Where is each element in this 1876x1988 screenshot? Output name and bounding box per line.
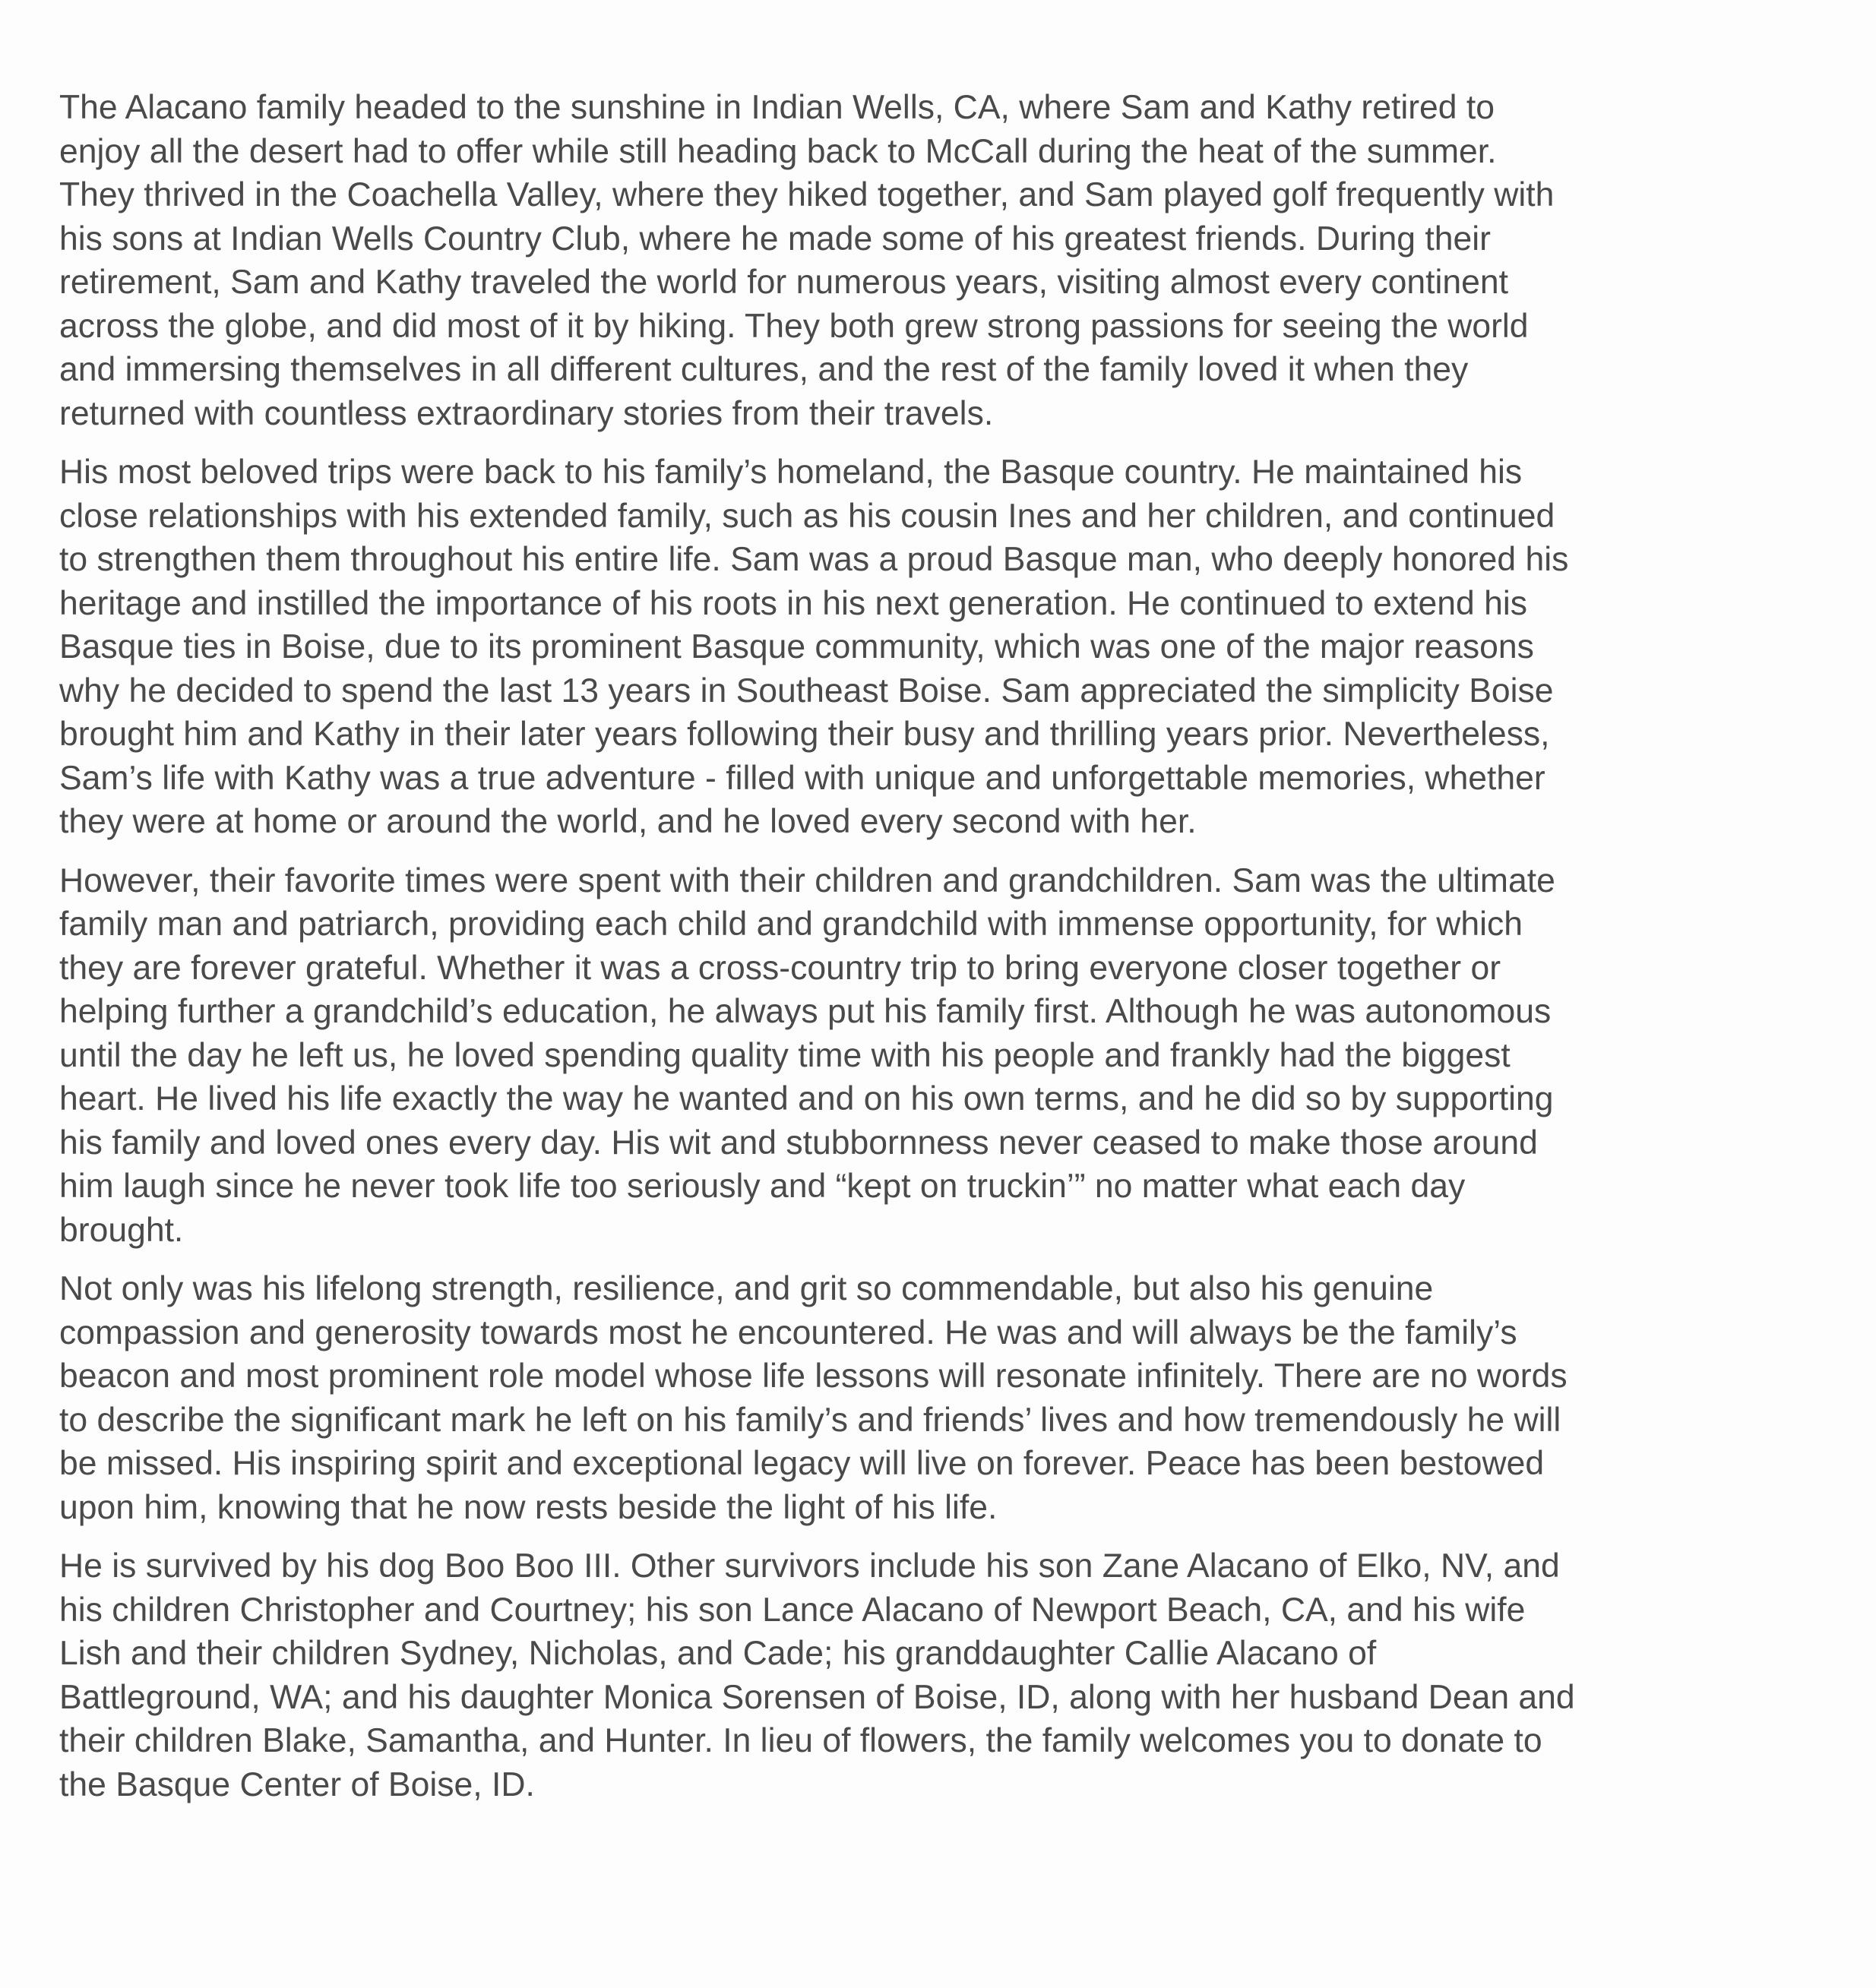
text-line: why he decided to spend the last 13 years in Southeast Boise. Sam appreciated the simplicity Boise [59,672,1554,710]
text-line: his family and loved ones every day. His wit and stubbornness never ceased to make those around [59,1124,1538,1162]
text-line: He is survived by his dog Boo Boo III. Other survivors include his son Zane Alacano of Elko, NV, and [59,1547,1560,1585]
text-line: and immersing themselves in all different cultures, and the rest of the family loved it when they [59,351,1469,388]
text-line: His most beloved trips were back to his family’s homeland, the Basque country. He maintained his [59,454,1523,491]
text-line: brought him and Kathy in their later years following their busy and thrilling years prior. Nevertheless, [59,716,1550,753]
text-line: Lish and their children Sydney, Nicholas, and Cade; his granddaughter Callie Alacano of [59,1635,1377,1672]
text-line: the Basque Center of Boise, ID. [59,1765,535,1803]
text-line: they were at home or around the world, and he loved every second with her. [59,803,1197,840]
text-line: Not only was his lifelong strength, resilience, and grit so commendable, but also his genuine [59,1270,1434,1307]
text-line: upon him, knowing that he now rests beside the light of his life. [59,1488,998,1526]
text-line: family man and patriarch, providing each child and grandchild with immense opportunity, for which [59,906,1523,943]
text-line: to strengthen them throughout his entire life. Sam was a proud Basque man, who deeply honored his [59,541,1569,578]
text-line: The Alacano family headed to the sunshine in Indian Wells, CA, where Sam and Kathy retired to [59,89,1495,126]
paragraph-basque-heritage [59,450,1837,844]
obituary-text-body [59,86,1837,1822]
text-line: enjoy all the desert had to offer while still heading back to McCall during the heat of the summer. [59,132,1497,170]
text-line: to describe the significant mark he left on his family’s and friends’ lives and how tremendously he will [59,1401,1561,1439]
text-line: returned with countless extraordinary stories from their travels. [59,394,994,432]
text-line: Battleground, WA; and his daughter Monica Sorensen of Boise, ID, along with her husband Dean and [59,1678,1575,1716]
text-line: across the globe, and did most of it by hiking. They both grew strong passions for seeing the world [59,307,1529,345]
paragraph-survivors [59,1544,1837,1806]
text-line: until the day he left us, he loved spending quality time with his people and frankly had the biggest [59,1036,1511,1074]
paragraph-retirement [59,86,1837,435]
paragraph-family-man [59,859,1837,1253]
text-line: However, their favorite times were spent with their children and grandchildren. Sam was the ultimate [59,861,1555,899]
text-line: beacon and most prominent role model whose life lessons will resonate infinitely. There are no words [59,1357,1568,1395]
text-line: be missed. His inspiring spirit and exceptional legacy will live on forever. Peace has been bestowed [59,1445,1545,1482]
text-line: helping further a grandchild’s education, he always put his family first. Although he was autonomous [59,993,1552,1030]
text-line: his children Christopher and Courtney; his son Lance Alacano of Newport Beach, CA, and his wife [59,1591,1526,1629]
text-line: heritage and instilled the importance of his roots in his next generation. He continued to extend his [59,584,1527,622]
text-line: retirement, Sam and Kathy traveled the world for numerous years, visiting almost every continent [59,264,1508,301]
text-line: his sons at Indian Wells Country Club, where he made some of his greatest friends. During their [59,220,1491,258]
text-line: their children Blake, Samantha, and Hunter. In lieu of flowers, the family welcomes you to donate to [59,1722,1542,1759]
text-line: close relationships with his extended family, such as his cousin Ines and her children, and continued [59,497,1555,535]
paragraph-legacy [59,1267,1837,1529]
text-line: Sam’s life with Kathy was a true adventure - filled with unique and unforgettable memories, whether [59,759,1545,797]
text-line: Basque ties in Boise, due to its prominent Basque community, which was one of the major reasons [59,628,1534,665]
text-line: they are forever grateful. Whether it was a cross-country trip to bring everyone closer together or [59,949,1501,987]
text-line: compassion and generosity towards most he encountered. He was and will always be the family’s [59,1313,1517,1351]
text-line: heart. He lived his life exactly the way he wanted and on his own terms, and he did so by supporting [59,1080,1554,1117]
text-line: brought. [59,1211,184,1249]
text-line: They thrived in the Coachella Valley, where they hiked together, and Sam played golf frequently with [59,176,1555,213]
text-line: him laugh since he never took life too seriously and “kept on truckin’” no matter what each day [59,1168,1466,1205]
